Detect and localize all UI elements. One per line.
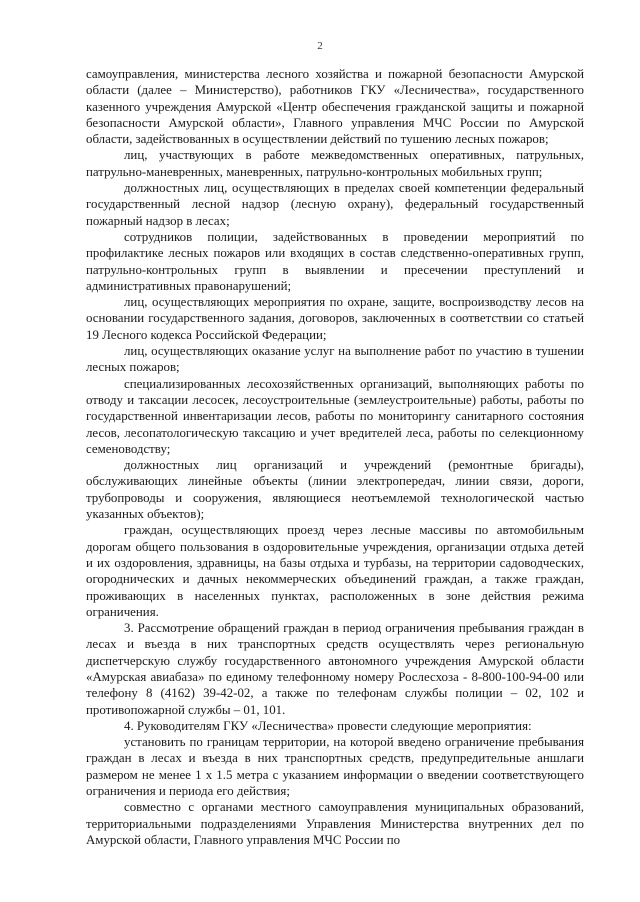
paragraph: сотрудников полиции, задействованных в проведении мероприятий по профилактике лесных пожаров или входящих в состав следственно-оперативных групп, патрульно-контрольных групп в выявлении и пресечении преступлений и административных правонарушений; xyxy=(86,229,584,293)
paragraph: лиц, участвующих в работе межведомственных оперативных, патрульных, патрульно-маневренных, маневренных, патрульно-контрольных мобильных групп; xyxy=(86,148,584,179)
paragraph: граждан, осуществляющих проезд через лесные массивы по автомобильным дорогам общего пользования в оздоровительные учреждения, организации отдыха детей и их оздоровления, здравницы, на базы отдыха и турбазы, на территории садоводческих, огороднических и дачных некоммерческих объединений граждан, а также граждан, проживающих в населенных пунктах, расположенных в зоне действия режима ограничения. xyxy=(86,523,584,619)
paragraph: лиц, осуществляющих оказание услуг на выполнение работ по участию в тушении лесных пожаров; xyxy=(86,344,584,375)
paragraph: лиц, осуществляющих мероприятия по охране, защите, воспроизводству лесов на основании государственного задания, договоров, заключенных в соответствии со статьей 19 Лесного кодекса Российской Федерации; xyxy=(86,295,584,342)
page-number: 2 xyxy=(317,40,323,52)
paragraph: 3. Рассмотрение обращений граждан в период ограничения пребывания граждан в лесах и въезда в них транспортных средств осуществлять через региональную диспетчерскую службу государственного автономного учреждения Амурской области «Амурская авиабаза» по единому телефонному номеру Рослесхоза - 8-800-100-94-00 или телефону 8 (4162) 39-42-02, а также по телефонам службы полиции – 02, 102 и противопожарной службы – 01, 101. xyxy=(86,621,584,717)
paragraph: совместно с органами местного самоуправления муниципальных образований, территориальными подразделениями Управления Министерства внутренних дел по Амурской области, Главного управления МЧС России по xyxy=(86,800,584,847)
paragraph: должностных лиц, осуществляющих в пределах своей компетенции федеральный государственный лесной надзор (лесную охрану), федеральный государственный пожарный надзор в лесах; xyxy=(86,181,584,228)
paragraph: должностных лиц организаций и учреждений (ремонтные бригады), обслуживающих линейные объекты (линии электропередач, линии связи, дороги, трубопроводы и сооружения, являющиеся неотъемлемой технологической частью указанных объектов); xyxy=(86,458,584,522)
paragraph: специализированных лесохозяйственных организаций, выполняющих работы по отводу и таксации лесосек, лесоустроительные (землеустроительные) работы, работы по государственной инвентаризации лесов, работы по мониторингу санитарного состояния лесов, лесопатологическую таксацию и учет вредителей леса, работы по селекционному семеноводству; xyxy=(86,376,584,456)
paragraph: 4. Руководителям ГКУ «Лесничества» провести следующие мероприятия: xyxy=(124,718,532,733)
paragraph: самоуправления, министерства лесного хозяйства и пожарной безопасности Амурской области (далее – Министерство), работников ГКУ «Лесничества», государственного казенного учреждения Амурской «Центр обеспечения гражданской защиты и пожарной безопасности Амурской области», Главного управления МЧС России по Амурской области, задействованных в осуществлении действий по тушению лесных пожаров; xyxy=(86,67,584,147)
paragraph: установить по границам территории, на которой введено ограничение пребывания граждан в лесах и въезда в них транспортных средств, предупредительные аншлаги размером не менее 1 х 1.5 метра с указанием информации о введении соответствующего ограничения и периода его действия; xyxy=(86,735,584,799)
document-body xyxy=(86,66,584,848)
